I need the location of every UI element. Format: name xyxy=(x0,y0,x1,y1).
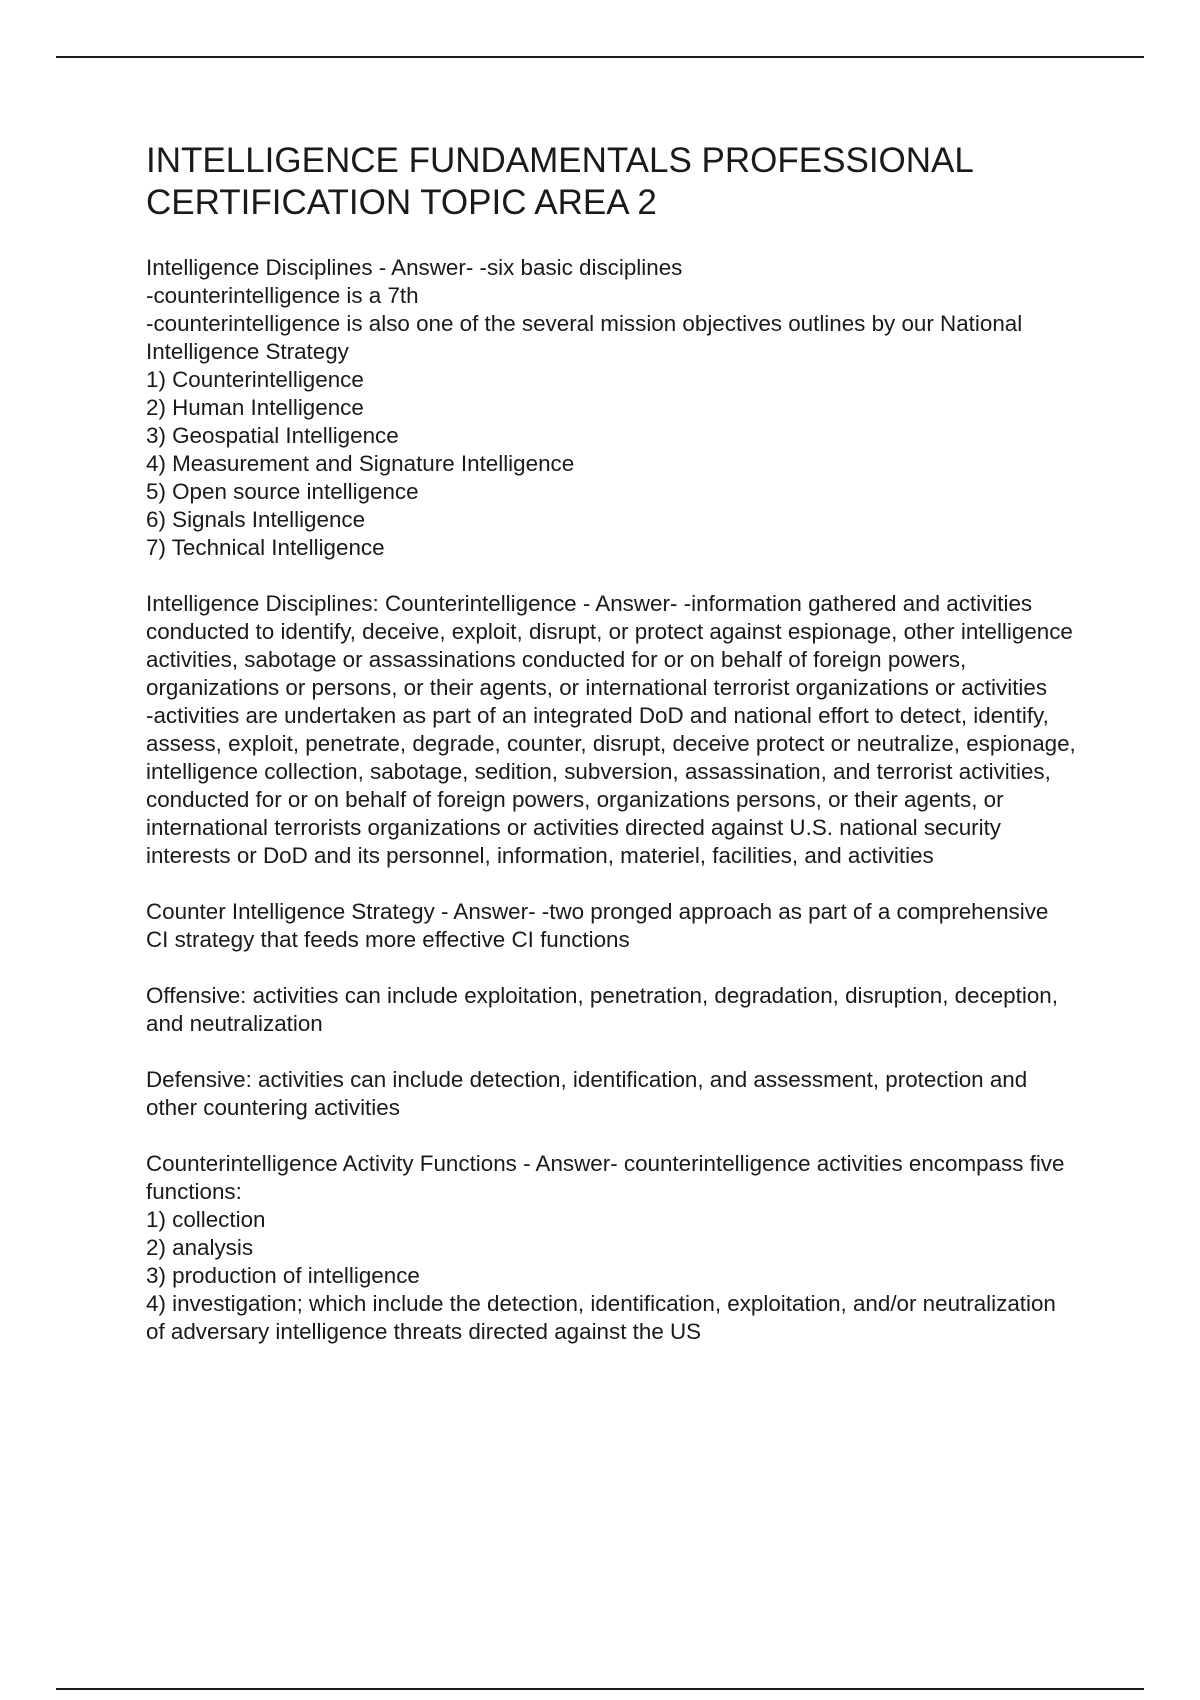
document-page xyxy=(146,140,1076,1374)
text-paragraph: Counterintelligence Activity Functions - Answer- counterintelligence activities encompass five functions: xyxy=(146,1151,1065,1204)
section-intelligence-disciplines xyxy=(146,254,1076,562)
list-item: 1) collection xyxy=(146,1207,266,1232)
document-title xyxy=(146,140,1076,224)
section-counterintelligence-definition xyxy=(146,590,1076,870)
text-line: -counterintelligence is also one of the several mission objectives outlines by our National Intelligence Strategy xyxy=(146,311,1023,364)
list-item: 3) production of intelligence xyxy=(146,1263,420,1288)
list-item: 2) analysis xyxy=(146,1235,254,1260)
text-paragraph: Offensive: activities can include exploitation, penetration, degradation, disruption, deception, and neutralization xyxy=(146,983,1058,1036)
list-item: 6) Signals Intelligence xyxy=(146,507,366,532)
list-item: 3) Geospatial Intelligence xyxy=(146,423,399,448)
text-paragraph: Defensive: activities can include detection, identification, and assessment, protection and other countering activities xyxy=(146,1067,1028,1120)
list-item: 5) Open source intelligence xyxy=(146,479,419,504)
section-ci-strategy xyxy=(146,898,1076,954)
text-paragraph: Intelligence Disciplines: Counterintelligence - Answer- -information gathered and activities conducted to identify, deceive, exploit, disrupt, or protect against espionage, other intelligence activities, sabotage or assassinations conducted for or on behalf of foreign powers, organizations or persons, or their agents, or international terrorist organizations or activities xyxy=(146,591,1073,700)
list-item: 7) Technical Intelligence xyxy=(146,535,385,560)
text-line: -counterintelligence is a 7th xyxy=(146,283,419,308)
list-item: 4) investigation; which include the detection, identification, exploitation, and/or neutralization of adversary intelligence threats directed against the US xyxy=(146,1291,1056,1344)
title-line: INTELLIGENCE FUNDAMENTALS PROFESSIONAL xyxy=(146,141,974,180)
list-item: 2) Human Intelligence xyxy=(146,395,364,420)
text-paragraph: -activities are undertaken as part of an integrated DoD and national effort to detect, identify, assess, exploit, penetrate, degrade, counter, disrupt, deceive protect or neutralize, espionage, intelligence collection, sabotage, sedition, subversion, assassination, and terrorist activities, conducted for or on behalf of foreign powers, organizations persons, or their agents, or international terrorists organizations or activities directed against U.S. national security interests or DoD and its personnel, information, materiel, facilities, and activities xyxy=(146,703,1076,868)
text-paragraph: Counter Intelligence Strategy - Answer- -two pronged approach as part of a comprehensive CI strategy that feeds more effective CI functions xyxy=(146,899,1049,952)
list-item: 1) Counterintelligence xyxy=(146,367,364,392)
list-item: 4) Measurement and Signature Intelligence xyxy=(146,451,575,476)
section-defensive xyxy=(146,1066,1076,1122)
text-line: Intelligence Disciplines - Answer- -six basic disciplines xyxy=(146,255,683,280)
section-ci-activity-functions xyxy=(146,1150,1076,1346)
top-divider xyxy=(56,56,1144,58)
bottom-divider xyxy=(56,1688,1144,1690)
title-line: CERTIFICATION TOPIC AREA 2 xyxy=(146,183,657,222)
section-offensive xyxy=(146,982,1076,1038)
